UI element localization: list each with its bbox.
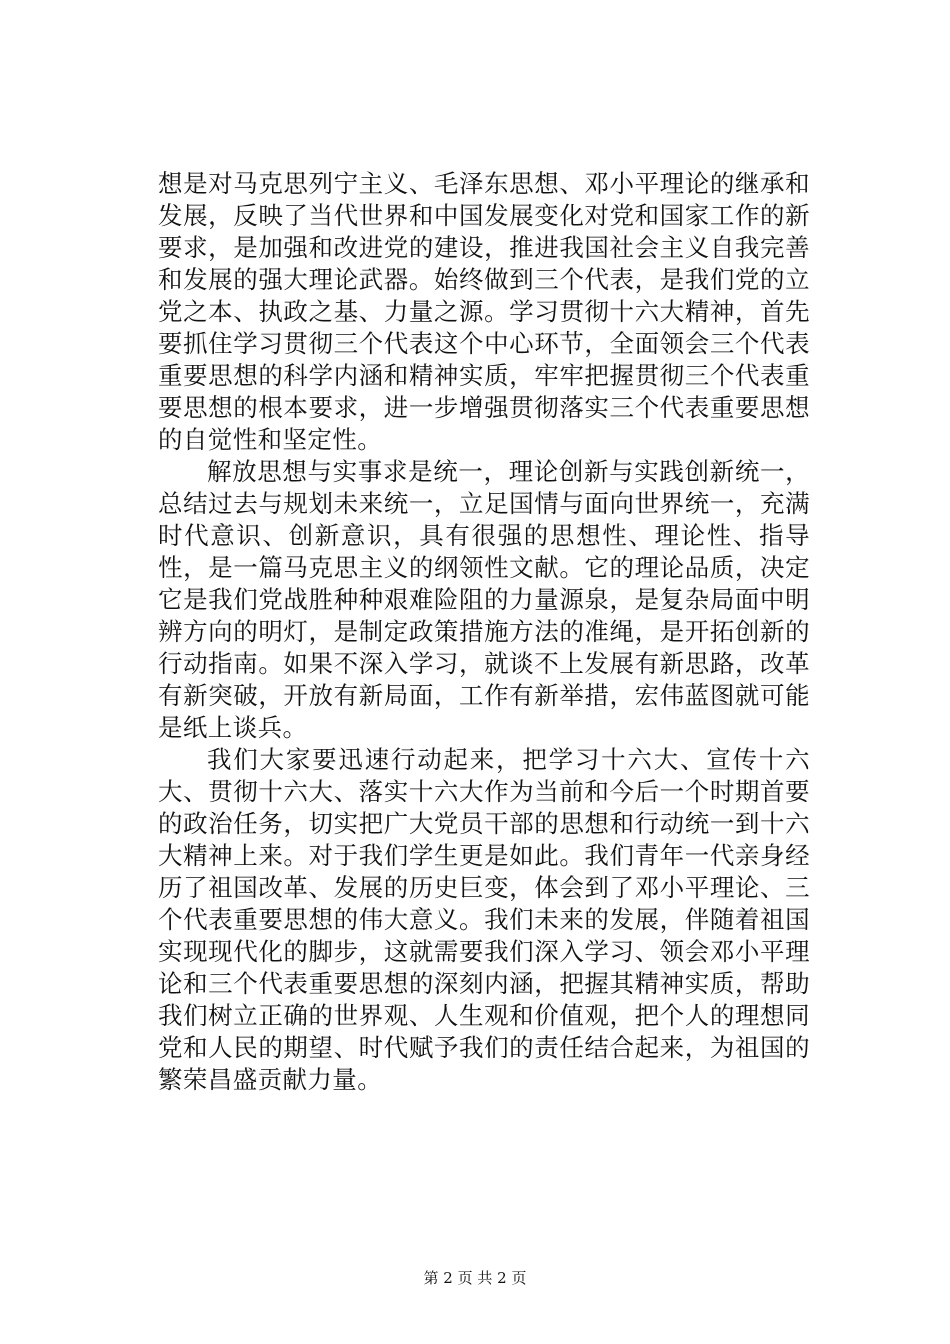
paragraph: 我们大家要迅速行动起来，把学习十六大、宣传十六大、贯彻十六大、落实十六大作为当前和今后一个时期首要的政治任务，切实把广大党员干部的思想和行动统一到十六大精神上来。对于我们学生更是如此。我们青年一代亲身经历了祖国改革、发展的历史巨变，体会到了邓小平理论、三个代表重要思想的伟大意义。我们未来的发展，伴随着祖国实现现代化的脚步，这就需要我们深入学习、领会邓小平理论和三个代表重要思想的深刻内涵，把握其精神实质，帮助我们树立正确的世界观、人生观和价值观，把个人的理想同党和人民的期望、时代赋予我们的责任结合起来，为祖国的繁荣昌盛贡献力量。 xyxy=(158,745,810,1094)
page-number-footer: 第 2 页 共 2 页 xyxy=(423,1269,527,1287)
document-body xyxy=(158,168,810,1096)
paragraph-continued: 想是对马克思列宁主义、毛泽东思想、邓小平理论的继承和发展，反映了当代世界和中国发展变化对党和国家工作的新要求，是加强和改进党的建设，推进我国社会主义自我完善和发展的强大理论武器。始终做到三个代表，是我们党的立党之本、执政之基、力量之源。学习贯彻十六大精神，首先要抓住学习贯彻三个代表这个中心环节，全面领会三个代表重要思想的科学内涵和精神实质，牢牢把握贯彻三个代表重要思想的根本要求，进一步增强贯彻落实三个代表重要思想的自觉性和坚定性。 xyxy=(158,169,810,454)
paragraph: 解放思想与实事求是统一，理论创新与实践创新统一，总结过去与规划未来统一，立足国情与面向世界统一，充满时代意识、创新意识，具有很强的思想性、理论性、指导性，是一篇马克思主义的纲领性文献。它的理论品质，决定它是我们党战胜种种艰难险阻的力量源泉，是复杂局面中明辨方向的明灯，是制定政策措施方法的准绳，是开拓创新的行动指南。如果不深入学习，就谈不上发展有新思路，改革有新突破，开放有新局面，工作有新举措，宏伟蓝图就可能是纸上谈兵。 xyxy=(158,457,810,742)
